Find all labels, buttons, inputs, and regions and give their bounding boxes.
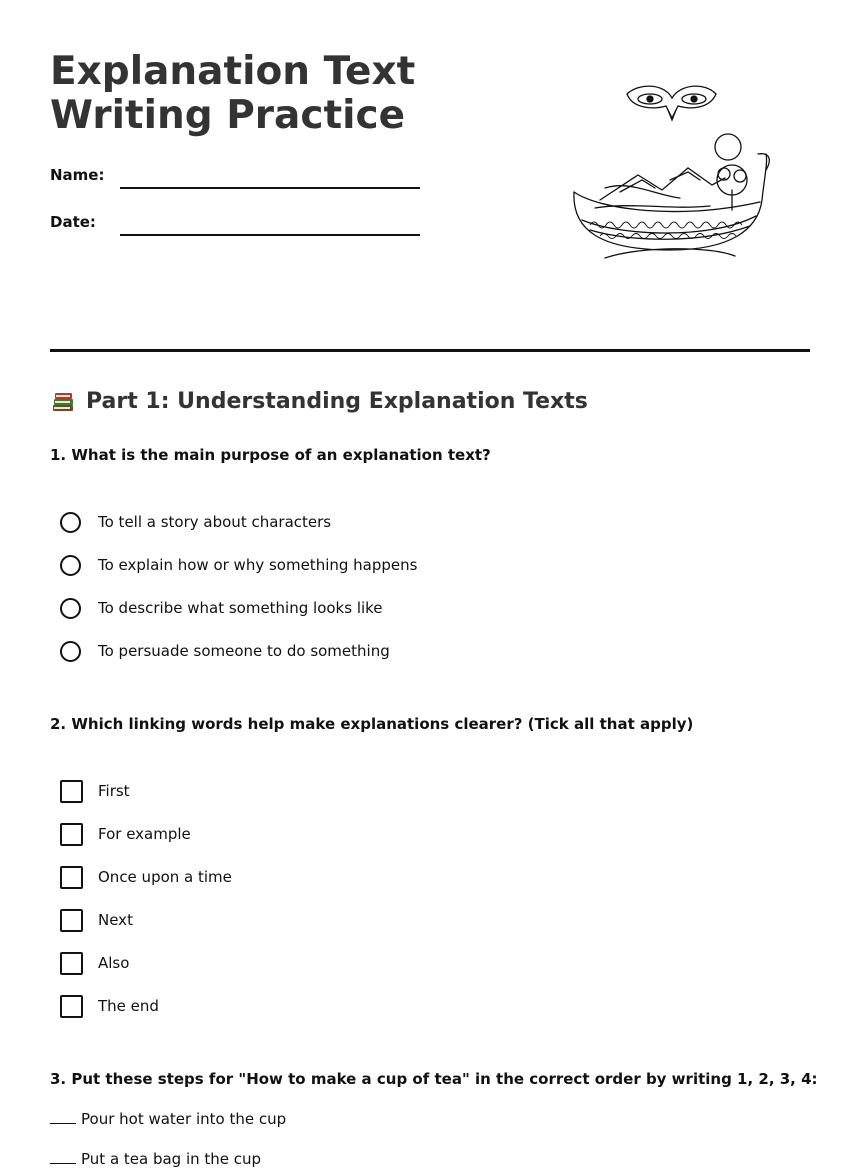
q2-option-6[interactable] — [60, 993, 159, 1019]
q2-option-5[interactable] — [60, 950, 129, 976]
worksheet-title — [50, 50, 415, 138]
order-blank[interactable] — [50, 1151, 76, 1164]
radio-button[interactable] — [60, 598, 81, 619]
q3-step-2 — [50, 1150, 261, 1168]
question-1: 1. What is the main purpose of an explanation text? — [50, 446, 491, 464]
q2-option-1[interactable] — [60, 778, 130, 804]
option-label: The end — [98, 997, 159, 1015]
option-label: To describe what something looks like — [98, 599, 383, 617]
question-2: 2. Which linking words help make explanations clearer? (Tick all that apply) — [50, 715, 694, 733]
checkbox[interactable] — [60, 866, 83, 889]
section-divider — [50, 349, 810, 352]
question-3: 3. Put these steps for "How to make a cup of tea" in the correct order by writing 1, 2, 3, 4: — [50, 1070, 818, 1088]
q2-option-4[interactable] — [60, 907, 133, 933]
part1-heading — [50, 388, 588, 414]
date-label: Date: — [50, 213, 96, 231]
order-blank[interactable] — [50, 1111, 76, 1124]
radio-button[interactable] — [60, 512, 81, 533]
option-label: To persuade someone to do something — [98, 642, 390, 660]
checkbox[interactable] — [60, 952, 83, 975]
q1-option-4[interactable] — [60, 638, 390, 664]
q3-step-1 — [50, 1110, 286, 1128]
title-line-2: Writing Practice — [50, 93, 406, 138]
option-label: Next — [98, 911, 133, 929]
q1-option-1[interactable] — [60, 509, 331, 535]
radio-button[interactable] — [60, 555, 81, 576]
date-field[interactable] — [120, 234, 420, 236]
q1-option-2[interactable] — [60, 552, 417, 578]
option-label: First — [98, 782, 130, 800]
checkbox[interactable] — [60, 995, 83, 1018]
option-label: Also — [98, 954, 130, 972]
checkbox[interactable] — [60, 909, 83, 932]
option-label: To tell a story about characters — [98, 513, 332, 531]
title-line-1: Explanation Text — [50, 49, 416, 94]
q1-option-3[interactable] — [60, 595, 383, 621]
option-label: Once upon a time — [98, 868, 232, 886]
waka-landscape-illustration — [560, 80, 780, 265]
checkbox[interactable] — [60, 823, 83, 846]
q2-option-3[interactable] — [60, 864, 232, 890]
books-icon — [50, 388, 76, 414]
checkbox[interactable] — [60, 780, 83, 803]
option-label: To explain how or why something happens — [98, 556, 418, 574]
part1-title: Part 1: Understanding Explanation Texts — [86, 388, 588, 414]
step-label: Pour hot water into the cup — [81, 1110, 287, 1128]
name-label: Name: — [50, 166, 105, 184]
q2-option-2[interactable] — [60, 821, 191, 847]
name-field[interactable] — [120, 187, 420, 189]
option-label: For example — [98, 825, 191, 843]
radio-button[interactable] — [60, 641, 81, 662]
step-label: Put a tea bag in the cup — [81, 1150, 262, 1168]
